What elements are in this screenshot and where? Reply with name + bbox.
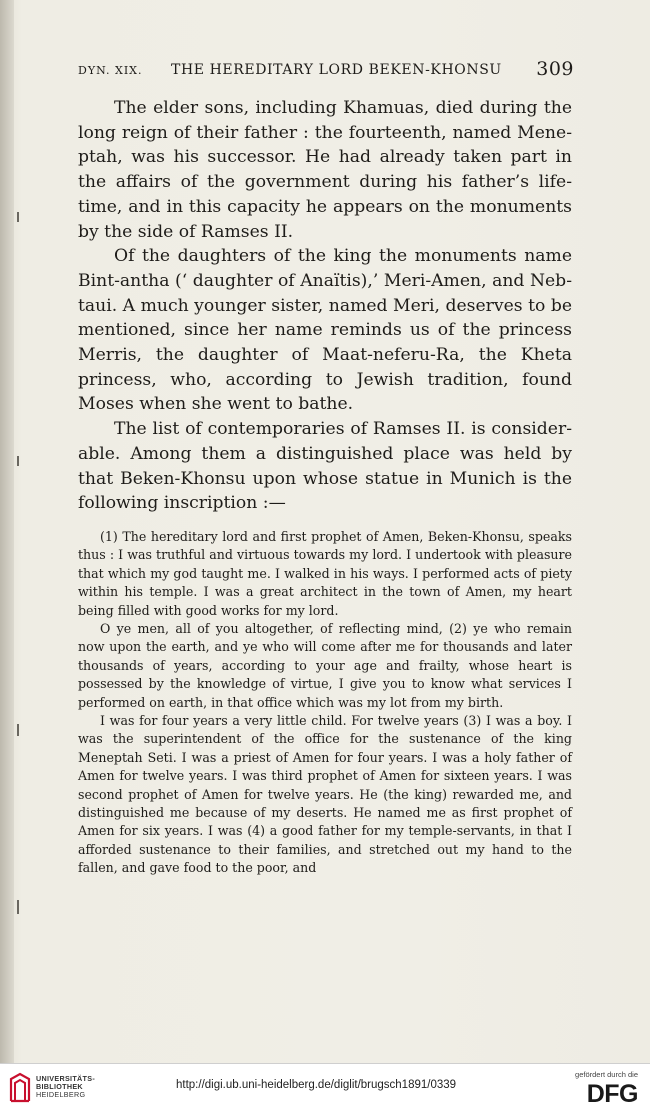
margin-mark <box>17 456 19 466</box>
viewer-footer <box>0 1063 650 1111</box>
library-name: UNIVERSITÄTS- BIBLIOTHEK HEIDELBERG <box>36 1074 96 1100</box>
book-page <box>78 56 572 878</box>
inscription-paragraph: (1) The hereditary lord and first prophet of Amen, Beken-Khonsu, speaks thus : I was truthful and virtuous towards my lord. I undertook with pleasure that which my god taught me. I walked in his ways. I performed acts of piety within his temple. I was a great architect in the town of Amen, my heart being filled with good works for my lord. <box>78 528 572 618</box>
permalink-url[interactable]: http://digi.ub.uni-heidelberg.de/diglit/brugsch1891/0339 <box>176 1079 457 1091</box>
dfg-logo[interactable]: DFG <box>586 1080 638 1108</box>
margin-mark <box>17 724 19 736</box>
page-gutter <box>0 0 14 1063</box>
university-library-logo-icon[interactable] <box>8 1071 32 1105</box>
body-text <box>78 96 572 516</box>
page-number: 309 <box>536 58 574 80</box>
chapter-title: THE HEREDITARY LORD BEKEN-KHONSU <box>171 62 502 78</box>
paragraph: The elder sons, including Khamuas, died during the long reign of their father : the fourteenth, named Meneptah, was his successor. He had already taken part in the affairs of the government during his father’s lifetime, and in this capacity he appears on the monuments by the side of Ramses II. <box>78 98 572 242</box>
inscription-text <box>78 528 572 878</box>
running-head <box>78 56 572 86</box>
inscription-paragraph: I was for four years a very little child. For twelve years (3) I was a boy. I was the superintendent of the office for the sustenance of the king Meneptah Seti. I was a priest of Amen for four years. I was a holy father of Amen for twelve years. I was third prophet of Amen for sixteen years. I was second prophet of Amen for twelve years. He (the king) rewarded me, and distinguished me because of my deserts. He named me as first prophet of Amen for six years. I was (4) a good father for my temple-servants, in that I afforded sustenance to their families, and stretched out my hand to the fallen, and gave food to the poor, and <box>78 713 572 876</box>
funding-caption: gefördert durch die <box>575 1070 638 1079</box>
margin-mark <box>17 212 19 222</box>
paragraph: The list of contemporaries of Ramses II. is considerable. Among them a distinguished place was held by that Beken-Khonsu upon whose statue in Munich is the following inscription :— <box>78 419 572 514</box>
paragraph: Of the daughters of the king the monuments name Bint-antha (‘ daughter of Anaïtis),’ Meri-Amen, and Nebtaui. A much younger sister, named Meri, deserves to be mentioned, since her name reminds us of the princess Merris, the daughter of Maat-neferu-Ra, the Kheta princess, who, according to Jewish tradition, found Moses when she went to bathe. <box>78 246 572 415</box>
inscription-paragraph: O ye men, all of you altogether, of reflecting mind, (2) ye who remain now upon the earth, and ye who will come after me for thousands and later thousands of years, according to your age and frailty, whose heart is possessed by the knowledge of virtue, I give you to know what services I performed on earth, in that office which was my lot from my birth. <box>78 620 572 710</box>
margin-mark <box>17 900 19 914</box>
dynasty-label: DYN. XIX. <box>78 64 143 77</box>
